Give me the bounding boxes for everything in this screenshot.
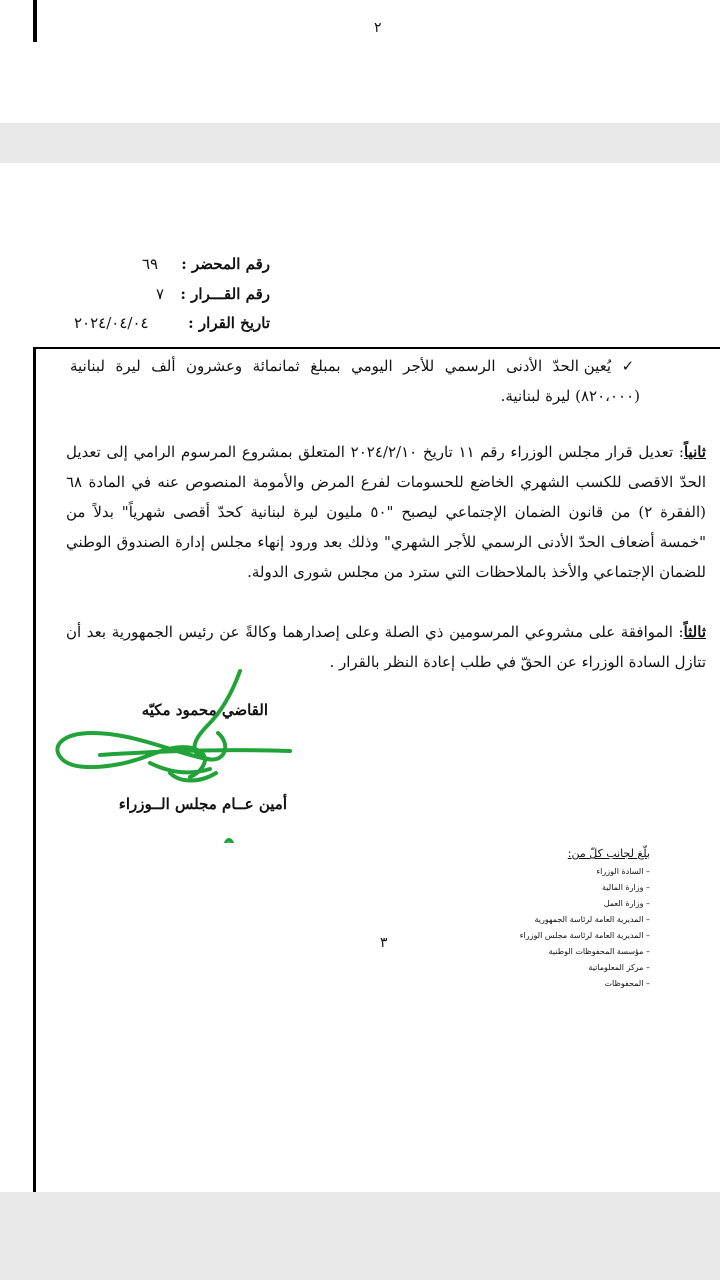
distribution-item: – مؤسسة المحفوظات الوطنية: [548, 947, 650, 956]
date-value: ٢٠٢٤/٠٤/٠٤: [74, 314, 149, 332]
session-value: ٦٩: [142, 255, 159, 273]
distribution-item: – السادة الوزراء: [596, 867, 650, 876]
distribution-item: – وزارة المالية: [602, 883, 650, 892]
margin-rule: [33, 0, 37, 42]
distribution-item: – المحفوظات: [604, 979, 650, 988]
distribution-item: – المديرية العامة لرئاسة الجمهورية: [534, 915, 650, 924]
clause-second-text: : تعديل قرار مجلس الوزراء رقم ١١ تاريخ ٢٠٢٤/٢/١٠ المتعلق بمشروع المرسوم الرامي إلى تعديل الحدّ الاقصى للكسب الشهري الخاضع للحسومات لفرع المرض والأمومة المنصوص عنه في المادة ٦٨ (الفقرة ٢) من قانون الضمان الإجتماعي ليصبح "٥٠ مليون ليرة لبنانية كحدّ أقصى شهرياً" بدلاً من "خمسة أضعاف الحدّ الأدنى الرسمي للأجر الشهري" وذلك بعد ورود إنهاء مجلس إدارة الصندوق الوطني للضمان الإجتماعي والأخذ بالملاحظات التي سترد من مجلس شورى الدولة.: [66, 443, 707, 581]
session-number-row: [60, 255, 270, 279]
page-gap: [0, 123, 720, 163]
frame-left-rule: [33, 347, 36, 1192]
handwritten-signature: [40, 663, 300, 843]
decision-number-row: [60, 285, 270, 309]
clause-second: [66, 437, 706, 587]
signatory-name: القاضي محمود مكيّه: [141, 701, 268, 719]
decision-date-row: [60, 314, 270, 338]
previous-page-number: ٢: [374, 20, 382, 36]
check-icon: ✓: [621, 357, 640, 375]
document-page: [0, 163, 720, 1192]
bullet-text: يُعين الحدّ الأدنى الرسمي للأجر اليومي بمبلغ ثمانمائة وعشرون ألف ليرة لبنانية (٨٢٠،٠٠٠) ليرة لبنانية.: [70, 357, 640, 405]
distribution-list: [390, 847, 650, 992]
clause-second-lead: ثانياً: [683, 443, 706, 461]
clause-third-text: : الموافقة على مشروعي المرسومين ذي الصلة وعلى إصدارهما وكالةً عن رئيس الجمهورية بعد أن تتازل السادة الوزراء عن الحقّ في طلب إعادة النظر بالقرار .: [66, 623, 706, 671]
clause-third-lead: ثالثاً: [683, 623, 706, 641]
frame-top-rule: [33, 347, 720, 349]
session-label: رقم المحضر :: [181, 255, 270, 273]
distribution-item: – المديرية العامة لرئاسة مجلس الوزراء: [519, 931, 650, 940]
signatory-title: أمين عــام مجلس الــوزراء: [118, 795, 287, 813]
page-gap-bottom: [0, 1192, 720, 1280]
page-number: ٣: [380, 935, 388, 951]
bullet-paragraph: [70, 351, 640, 411]
decision-value: ٧: [156, 285, 165, 303]
distribution-title: بلّغ لجانب كلّ من:: [567, 847, 650, 860]
distribution-item: – وزارة العمل: [603, 899, 650, 908]
date-label: تاريخ القرار :: [188, 314, 270, 332]
previous-page-bottom: [0, 0, 720, 123]
distribution-item: – مركز المعلوماتية: [588, 963, 650, 972]
decision-label: رقم القـــرار :: [180, 285, 270, 303]
